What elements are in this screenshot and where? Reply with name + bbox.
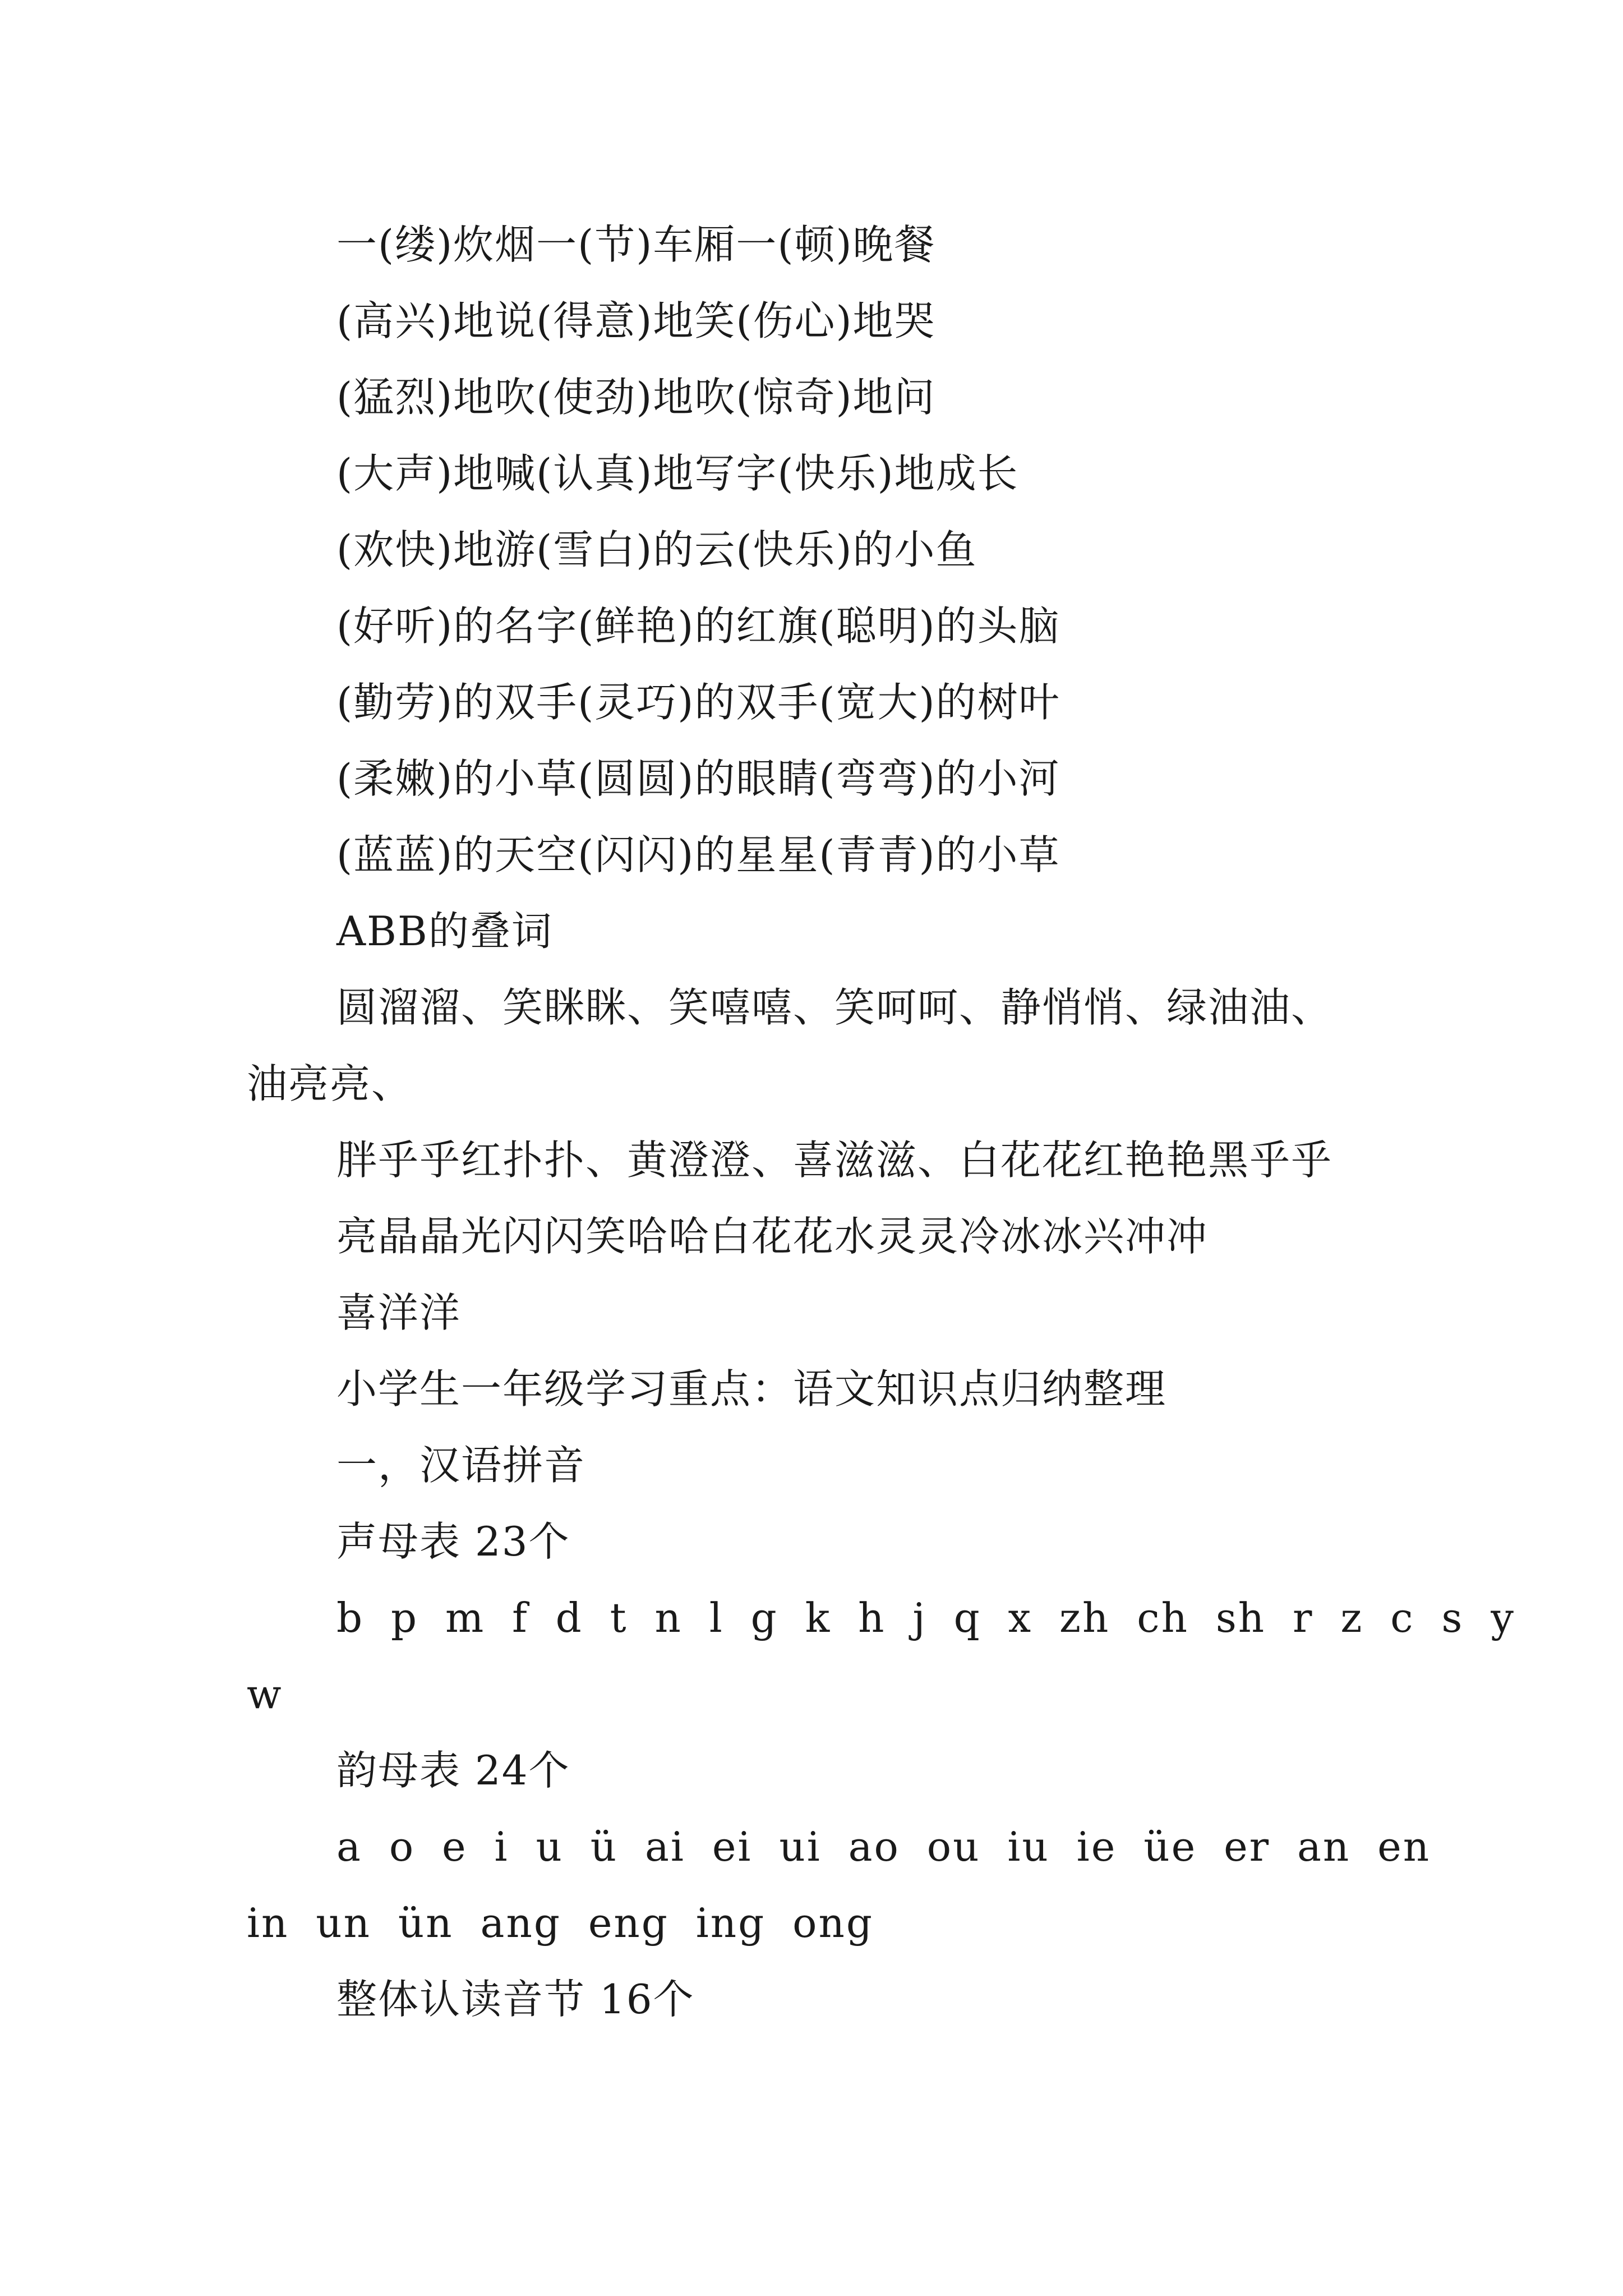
text-line: (大声)地喊(认真)地写字(快乐)地成长 <box>336 450 1019 497</box>
subsection-heading: 韵母表 24个 <box>336 1747 570 1794</box>
text-line: (欢快)地游(雪白)的云(快乐)的小鱼 <box>336 526 978 573</box>
text-line: (高兴)地说(得意)地笑(伤心)地哭 <box>336 297 936 344</box>
subsection-heading: 整体认读音节 16个 <box>336 1976 695 2023</box>
section-heading: ABB的叠词 <box>336 908 553 955</box>
text-line: (猛烈)地吹(使劲)地吹(惊奇)地问 <box>336 374 936 421</box>
text-line: 亮晶晶光闪闪笑哈哈白花花水灵灵冷冰冰兴冲冲 <box>336 1213 1209 1260</box>
document-body <box>247 206 1515 2037</box>
text-line: 圆溜溜、笑眯眯、笑嘻嘻、笑呵呵、静悄悄、绿油油、 <box>336 984 1333 1031</box>
subsection-heading: 声母表 23个 <box>336 1518 570 1565</box>
finals-list: a o e i u ü ai ei ui ao ou iu ie üe er an en <box>336 1823 1431 1870</box>
text-line: (蓝蓝)的天空(闪闪)的星星(青青)的小草 <box>336 831 1061 878</box>
finals-list-continuation: in un ün ang eng ing ong <box>247 1899 874 1947</box>
text-line: (好听)的名字(鲜艳)的红旗(聪明)的头脑 <box>336 602 1061 650</box>
text-line-continuation: 油亮亮、 <box>247 1060 413 1107</box>
initials-list: b p m f d t n l g k h j q x zh ch sh r z c s y <box>336 1594 1515 1641</box>
initials-list-continuation: w <box>247 1671 283 1718</box>
text-line: 喜洋洋 <box>336 1289 462 1336</box>
section-heading: 一，汉语拼音 <box>336 1442 586 1489</box>
text-line: (柔嫩)的小草(圆圆)的眼睛(弯弯)的小河 <box>336 755 1061 802</box>
text-line: (勤劳)的双手(灵巧)的双手(宽大)的树叶 <box>336 679 1061 726</box>
section-heading: 小学生一年级学习重点：语文知识点归纳整理 <box>336 1365 1167 1412</box>
text-line: 一(缕)炊烟一(节)车厢一(顿)晚餐 <box>336 221 936 268</box>
text-line: 胖乎乎红扑扑、黄澄澄、喜滋滋、白花花红艳艳黑乎乎 <box>336 1137 1333 1184</box>
